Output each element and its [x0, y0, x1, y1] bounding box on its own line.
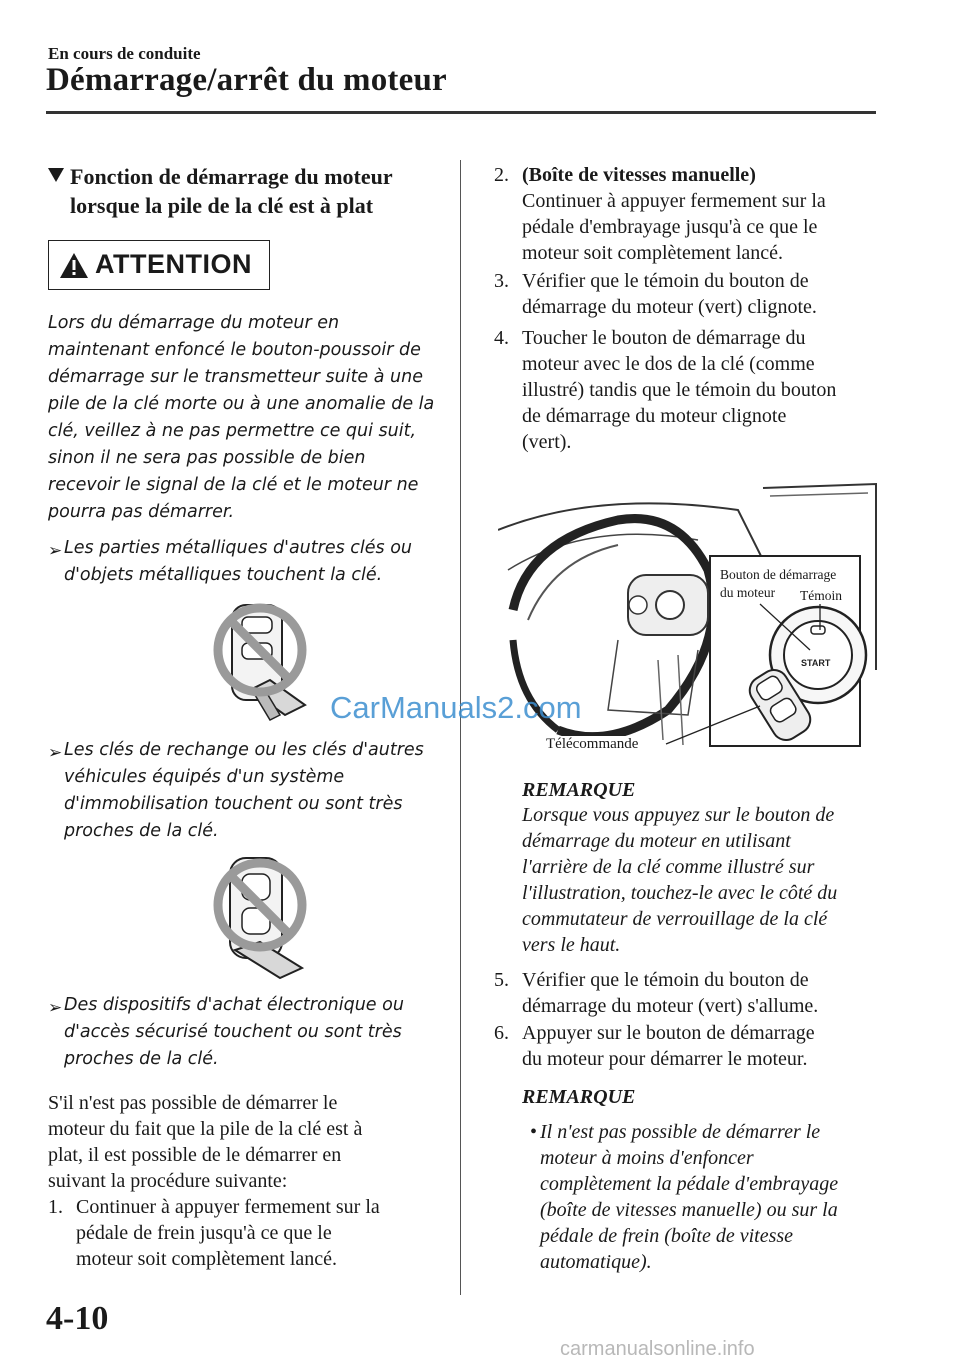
bullet-line: Les clés de rechange ou les clés d'autres	[64, 740, 424, 760]
step-line: de démarrage du moteur clignote	[522, 405, 787, 427]
bullet-line: véhicules équipés d'un système	[64, 767, 345, 787]
step-line: Appuyer sur le bouton de démarrage	[522, 1022, 815, 1044]
attention-line: maintenant enfoncé le bouton-poussoir de	[48, 340, 421, 360]
note-line: l'illustration, touchez-le avec le côté du	[522, 882, 838, 904]
triangle-down-icon	[48, 168, 64, 182]
step-5	[494, 967, 894, 1019]
step-line: moteur soit complètement lancé.	[522, 242, 784, 264]
bullet-line: proches de la clé.	[64, 1049, 219, 1069]
step-heading: (Boîte de vitesses manuelle)	[522, 164, 756, 186]
step-line: moteur avec le dos de la clé (comme	[522, 353, 815, 375]
step-number: 5.	[494, 969, 509, 991]
attention-label: ATTENTION	[95, 249, 252, 279]
note-1	[522, 779, 902, 958]
note-line: Lorsque vous appuyez sur le bouton de	[522, 804, 835, 826]
bullet-line: Les parties métalliques d'autres clés ou	[64, 538, 412, 558]
subheading	[48, 162, 448, 220]
step-line: pédale d'embrayage jusqu'à ce que le	[522, 216, 818, 238]
step-3	[494, 268, 894, 320]
step-line: (vert).	[522, 431, 572, 453]
step-number: 2.	[494, 164, 509, 186]
bullet-line: d'accès sécurisé touchent ou sont très	[64, 1022, 402, 1042]
bullet-line: d'objets métalliques touchent la clé.	[64, 565, 383, 585]
attention-line: démarrage sur le transmetteur suite à une	[48, 367, 423, 387]
bullet-line: Des dispositifs d'achat électronique ou	[64, 995, 404, 1015]
note-line: Il n'est pas possible de démarrer le	[540, 1121, 821, 1143]
note-line: automatique).	[540, 1251, 652, 1273]
arrow-bullet-icon: ➢	[48, 998, 63, 1018]
arrow-bullet-icon: ➢	[48, 743, 63, 763]
section-label: En cours de conduite	[48, 44, 201, 63]
step-4	[494, 325, 894, 455]
callout-remote: Télécommande	[546, 736, 639, 752]
bullet-line: proches de la clé.	[64, 821, 219, 841]
subheading-line-1: Fonction de démarrage du moteur	[70, 164, 393, 189]
step-6	[494, 1020, 894, 1072]
attention-bullet-2	[48, 737, 448, 845]
warning-icon	[59, 252, 89, 279]
step-line: pédale de frein jusqu'à ce que le	[76, 1222, 332, 1244]
step-number: 3.	[494, 270, 509, 292]
note-line: démarrage du moteur en utilisant	[522, 830, 791, 852]
column-divider	[460, 160, 461, 1295]
paragraph-line: suivant la procédure suivante:	[48, 1170, 288, 1192]
paragraph-line: plat, il est possible de le démarrer en	[48, 1144, 342, 1166]
start-text: START	[801, 658, 831, 668]
attention-box	[48, 240, 270, 290]
callout-line: Bouton de démarrage	[720, 567, 837, 582]
attention-bullet-1	[48, 535, 448, 589]
step-line: Vérifier que le témoin du bouton de	[522, 969, 809, 991]
step-line: démarrage du moteur (vert) s'allume.	[522, 995, 819, 1017]
step-2	[494, 162, 894, 266]
step-line: Toucher le bouton de démarrage du	[522, 327, 806, 349]
title-rule	[46, 111, 876, 114]
note-line: commutateur de verrouillage de la clé	[522, 908, 828, 930]
attention-line: Lors du démarrage du moteur en	[48, 313, 340, 333]
callout-indicator: Témoin	[800, 588, 842, 603]
step-number: 6.	[494, 1022, 509, 1044]
note-2	[522, 1086, 902, 1275]
step-line: Vérifier que le témoin du bouton de	[522, 270, 809, 292]
page-title: Démarrage/arrêt du moteur	[46, 62, 447, 98]
step-line: du moteur pour démarrer le moteur.	[522, 1048, 808, 1070]
arrow-bullet-icon: ➢	[48, 541, 63, 561]
step-line: Continuer à appuyer fermement sur la	[522, 190, 826, 212]
note-line: moteur à moins d'enfoncer	[540, 1147, 754, 1169]
step-line: démarrage du moteur (vert) clignote.	[522, 296, 817, 318]
step-line: moteur soit complètement lancé.	[76, 1248, 338, 1270]
spare-keys-illustration	[210, 850, 310, 985]
note-line: (boîte de vitesses manuelle) ou sur la	[540, 1199, 838, 1221]
attention-line: recevoir le signal de la clé et le moteur ne	[48, 475, 419, 495]
step-line: Continuer à appuyer fermement sur la	[76, 1196, 380, 1218]
attention-line: pourra pas démarrer.	[48, 502, 235, 522]
note-heading: REMARQUE	[522, 779, 636, 801]
callout-line: du moteur	[720, 585, 776, 600]
procedure-intro	[48, 1090, 448, 1194]
attention-line: pile de la clé morte ou à une anomalie de la	[48, 394, 435, 414]
paragraph-line: S'il n'est pas possible de démarrer le	[48, 1092, 338, 1114]
step-line: illustré) tandis que le témoin du bouton	[522, 379, 837, 401]
attention-bullet-3	[48, 992, 448, 1073]
bullet-dot-icon: •	[530, 1121, 538, 1143]
footer-url: carmanualsonline.info	[560, 1338, 755, 1360]
note-line: vers le haut.	[522, 934, 621, 956]
note-line: l'arrière de la clé comme illustré sur	[522, 856, 815, 878]
attention-line: sinon il ne sera pas possible de bien	[48, 448, 366, 468]
step-number: 4.	[494, 327, 509, 349]
note-text	[522, 802, 902, 958]
note-line: complètement la pédale d'embrayage	[540, 1173, 839, 1195]
note-heading: REMARQUE	[522, 1086, 636, 1108]
subheading-line-2: lorsque la pile de la clé est à plat	[70, 193, 374, 218]
step-1	[48, 1194, 448, 1272]
note-bullet-item	[522, 1119, 902, 1275]
watermark: CarManuals2.com	[330, 690, 582, 725]
paragraph-line: moteur du fait que la pile de la clé est à	[48, 1118, 363, 1140]
page-number: 4-10	[46, 1300, 109, 1337]
bullet-line: d'immobilisation touchent ou sont très	[64, 794, 403, 814]
step-number: 1.	[48, 1196, 63, 1218]
key-with-metal-objects-illustration	[210, 595, 310, 725]
attention-line: clé, veillez à ne pas permettre ce qui suit,	[48, 421, 417, 441]
attention-paragraph	[48, 310, 448, 526]
note-line: pédale de frein (boîte de vitesse	[540, 1225, 794, 1247]
